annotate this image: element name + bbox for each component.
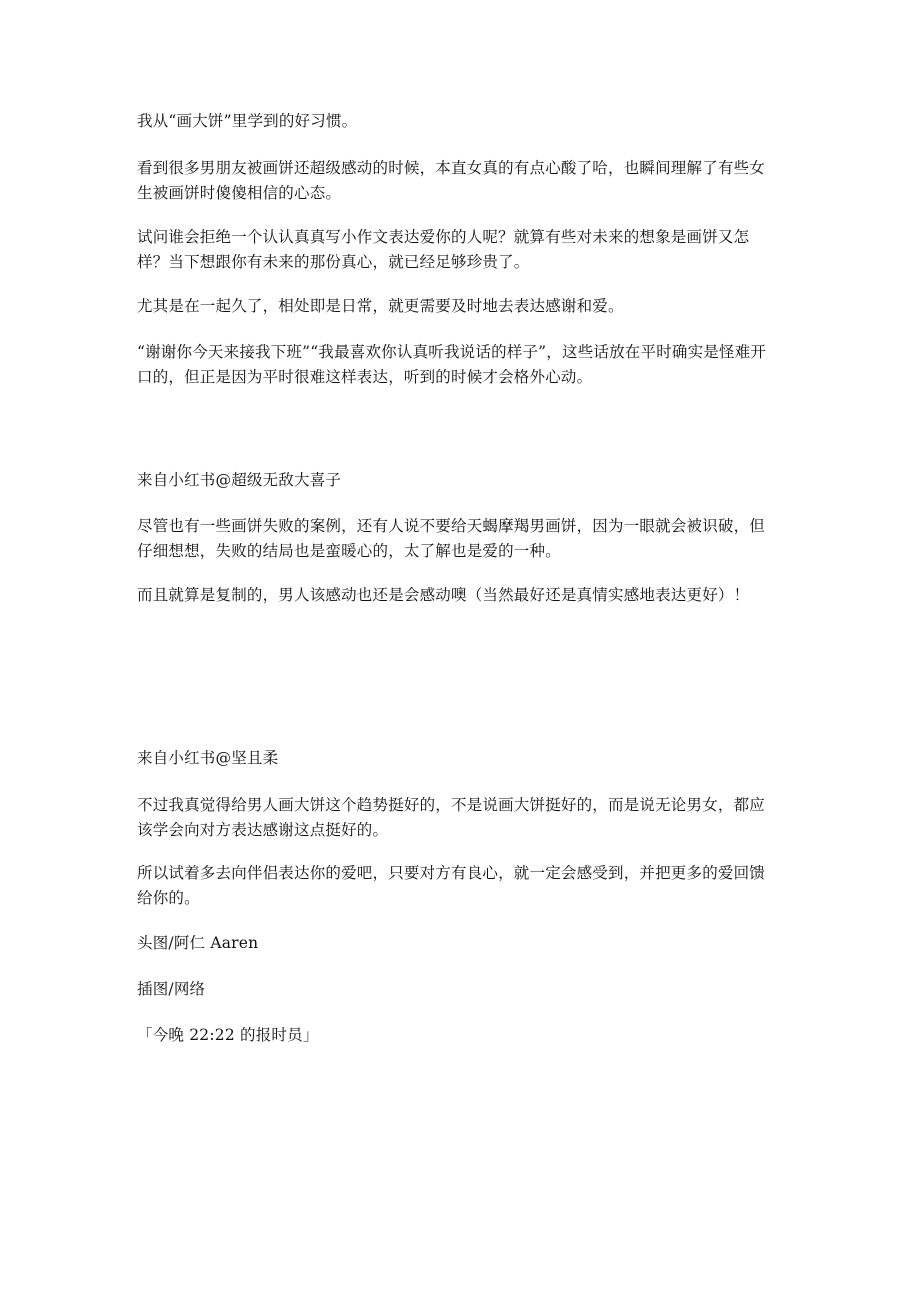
paragraph-intro: 我从“画大饼”里学到的好习惯。: [137, 112, 358, 130]
illustration-credit: 插图/网络: [137, 980, 206, 998]
header-image-credit: 头图/阿仁 Aaren: [137, 934, 259, 952]
paragraph-2: 看到很多男朋友被画饼还超级感动的时候，本直女真的有点心酸了哈，也瞬间理解了有些女生被画饼时傻傻相信的心态。: [137, 159, 766, 202]
paragraph-4: 尤其是在一起久了，相处即是日常，就更需要及时地去表达感谢和爱。: [137, 297, 624, 315]
paragraph-3: 试问谁会拒绝一个认认真真写小作文表达爱你的人呢？就算有些对未来的想象是画饼又怎样？当下想跟你有未来的那份真心，就已经足够珍贵了。: [137, 228, 750, 271]
paragraph-8: 不过我真觉得给男人画大饼这个趋势挺好的，不是说画大饼挺好的，而是说无论男女，都应该学会向对方表达感谢这点挺好的。: [137, 796, 766, 839]
paragraph-7: 而且就算是复制的，男人该感动也还是会感动噢（当然最好还是真情实感地表达更好）！: [137, 586, 750, 604]
paragraph-6: 尽管也有一些画饼失败的案例，还有人说不要给天蝎摩羯男画饼，因为一眼就会被识破，但仔细想想，失败的结局也是蛮暖心的，太了解也是爱的一种。: [137, 517, 766, 560]
source-credit-2: 来自小红书@坚且柔: [137, 749, 279, 767]
closing-signature: 「今晚 22:22 的报时员」: [137, 1026, 319, 1044]
paragraph-9: 所以试着多去向伴侣表达你的爱吧，只要对方有良心，就一定会感受到，并把更多的爱回馈给你的。: [137, 864, 766, 907]
paragraph-5: “谢谢你今天来接我下班”“我最喜欢你认真听我说话的样子”，这些话放在平时确实是怪难开口的，但正是因为平时很难这样表达，听到的时候才会格外心动。: [137, 343, 767, 386]
source-credit-1: 来自小红书@超级无敌大喜子: [137, 471, 342, 489]
